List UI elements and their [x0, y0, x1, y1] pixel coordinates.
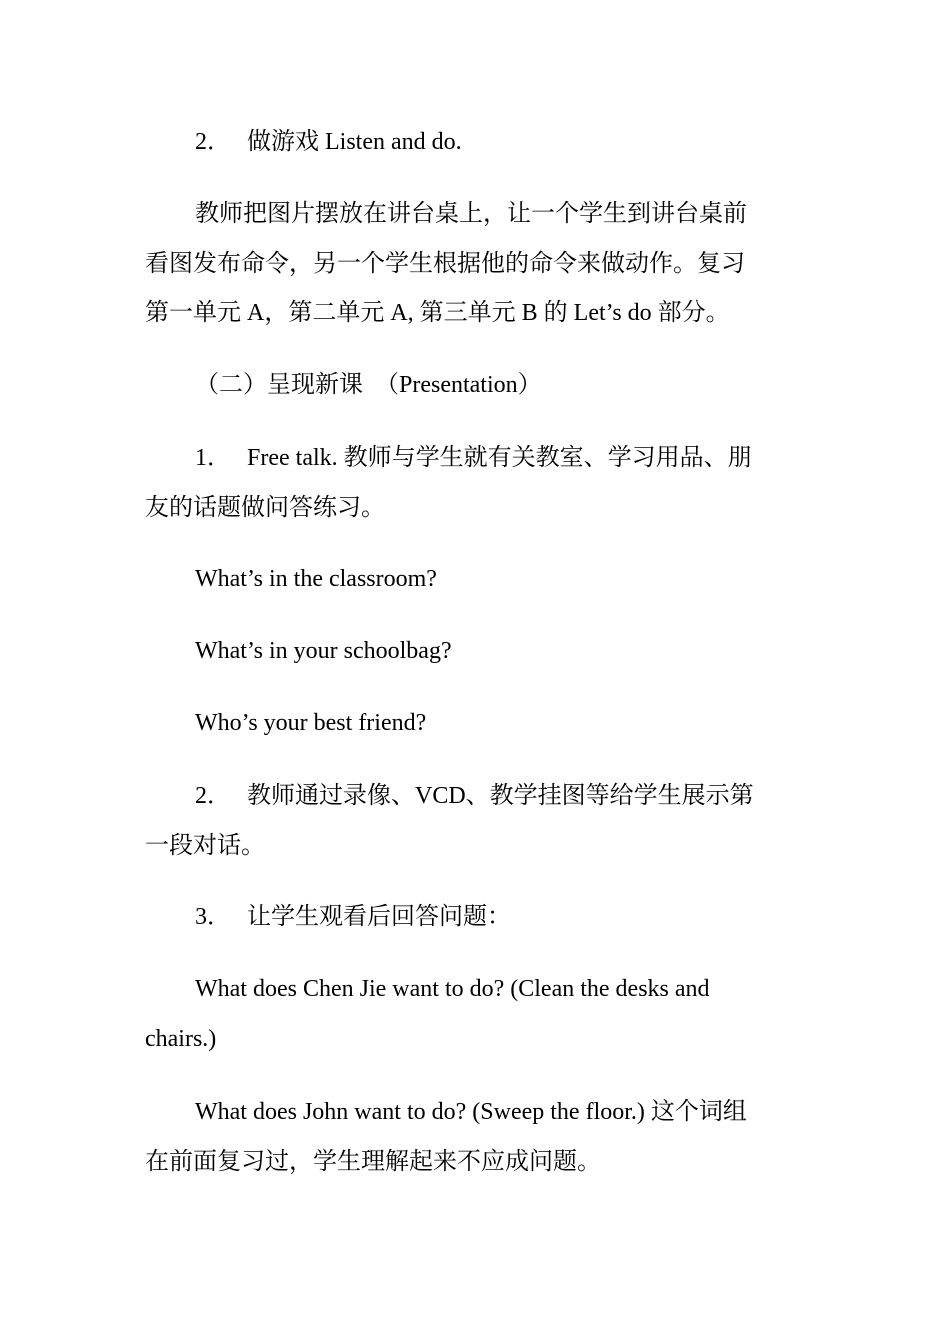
item-number: 2．: [195, 783, 231, 809]
question-1: What’s in the classroom?: [195, 566, 437, 592]
question-2: What’s in your schoolbag?: [195, 638, 452, 664]
question-3: Who’s your best friend?: [195, 710, 427, 736]
qa1-line-2: chairs.): [145, 1026, 217, 1052]
game-desc-line-2: 看图发布命令，另一个学生根据他的命令来做动作。复习: [145, 251, 745, 277]
step3-item: [195, 902, 511, 932]
game-desc-line-1: 教师把图片摆放在讲台桌上，让一个学生到讲台桌前: [195, 201, 747, 227]
step2-line-1: 教师通过录像、VCD、教学挂图等给学生展示第: [247, 783, 754, 809]
qa2-line-2: 在前面复习过，学生理解起来不应成问题。: [145, 1149, 601, 1175]
item-number: 1．: [195, 445, 231, 471]
item-number: 2．: [195, 129, 231, 155]
step3-text: 让学生观看后回答问题：: [247, 904, 511, 930]
free-talk-line-1: Free talk. 教师与学生就有关教室、学习用品、朋: [247, 445, 752, 471]
item-number: 3．: [195, 904, 231, 930]
qa2-line-1: What does John want to do? (Sweep the floor.) 这个词组: [195, 1099, 747, 1125]
free-talk-line-2: 友的话题做问答练习。: [145, 495, 385, 521]
game-desc-line-3: 第一单元 A，第二单元 A, 第三单元 B 的 Let’s do 部分。: [145, 300, 730, 326]
qa1-line-1: What does Chen Jie want to do? (Clean the desks and: [195, 976, 710, 1002]
step2-line-2: 一段对话。: [145, 833, 265, 859]
game-title: 做游戏 Listen and do.: [247, 129, 462, 155]
step2-item: [195, 781, 754, 811]
free-talk-item: [195, 443, 752, 473]
game-item: [195, 127, 462, 157]
section-heading: （二）呈现新课 （Presentation）: [195, 372, 542, 398]
